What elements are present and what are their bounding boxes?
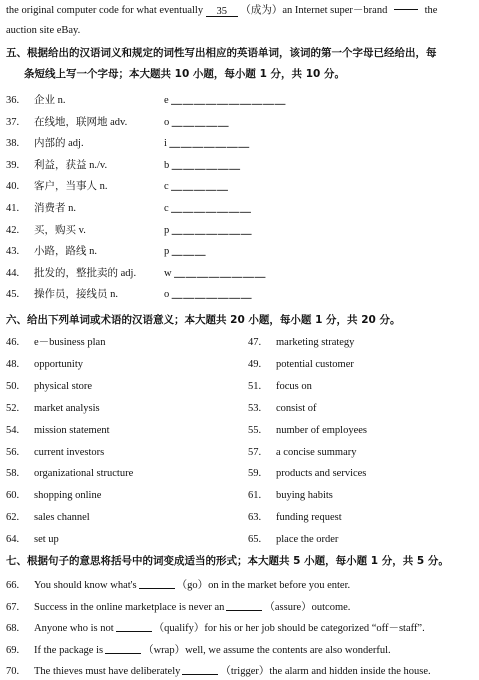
- first-letter: b: [164, 160, 170, 171]
- term-text: marketing strategy: [276, 337, 355, 348]
- item-number: 57.: [248, 447, 262, 458]
- term-text: a concise summary: [276, 447, 357, 458]
- item-chinese: 小路，路线 n.: [34, 246, 97, 257]
- term-item: [248, 380, 312, 394]
- term-text: number of employees: [276, 425, 367, 436]
- term-text: place the order: [276, 534, 339, 545]
- item-number: 59.: [248, 468, 262, 479]
- term-text: buying habits: [276, 490, 333, 501]
- item-number: 56.: [6, 447, 20, 458]
- sentence-after: （qualify）for his or her job should be categorized “off－staff”.: [153, 623, 425, 634]
- term-item: [248, 489, 333, 503]
- item-number: 55.: [248, 425, 262, 436]
- item-number: 64.: [6, 534, 20, 545]
- word-item: [6, 94, 66, 108]
- first-letter: p: [164, 246, 170, 257]
- answer-field[interactable]: [164, 116, 229, 130]
- answer-field[interactable]: [164, 180, 229, 194]
- item-chinese: 在线地，联网地 adv.: [34, 117, 128, 128]
- intro-paren-text: （成为）an Internet super－brand: [240, 5, 388, 16]
- item-number: 68.: [6, 623, 20, 634]
- sentence-after: （go）on in the market before you enter.: [176, 580, 351, 591]
- term-text: sales channel: [34, 512, 90, 523]
- answer-blank[interactable]: [139, 578, 175, 589]
- term-text: products and services: [276, 468, 367, 479]
- item-chinese: 企业 n.: [34, 95, 66, 106]
- sentence-item: [6, 664, 431, 678]
- word-item: [6, 180, 108, 194]
- item-number: 60.: [6, 490, 20, 501]
- sentence-before: The thieves must have deliberately: [34, 666, 181, 677]
- item-number: 46.: [6, 337, 20, 348]
- letter-dashes: ＿＿＿＿＿＿: [171, 160, 241, 171]
- word-item: [6, 245, 97, 259]
- section6-title: 六、给出下列单词或术语的汉语意义；本大题共 20 小题，每小题 1 分，共 20 分。: [6, 314, 401, 326]
- term-text: e－business plan: [34, 337, 106, 348]
- word-item: [6, 202, 76, 216]
- item-number: 39.: [6, 160, 20, 171]
- term-item: [6, 511, 90, 525]
- first-letter: p: [164, 225, 170, 236]
- answer-field[interactable]: [164, 245, 206, 259]
- item-number: 69.: [6, 645, 20, 656]
- answer-blank[interactable]: [182, 664, 218, 675]
- term-item: [248, 511, 342, 525]
- intro-line-1: [6, 4, 471, 18]
- sentence-after: （wrap）well, we assume the contents are also wonderful.: [143, 645, 391, 656]
- answer-field[interactable]: [164, 267, 266, 281]
- item-number: 62.: [6, 512, 20, 523]
- answer-field[interactable]: [164, 94, 286, 108]
- sentence-before: Anyone who is not: [34, 623, 114, 634]
- item-chinese: 买，购买 v.: [34, 225, 86, 236]
- answer-blank[interactable]: [116, 621, 152, 632]
- item-number: 70.: [6, 666, 20, 677]
- sentence-item: [6, 643, 391, 657]
- term-item: [6, 446, 104, 460]
- item-number: 58.: [6, 468, 20, 479]
- item-chinese: 操作员，接线员 n.: [34, 289, 118, 300]
- intro-text-after: the: [424, 5, 438, 16]
- sentence-item: [6, 578, 350, 592]
- item-number: 36.: [6, 95, 20, 106]
- letter-dashes: ＿＿＿＿＿: [171, 117, 230, 128]
- term-item: [248, 402, 317, 416]
- item-number: 65.: [248, 534, 262, 545]
- term-text: current investors: [34, 447, 105, 458]
- term-item: [6, 402, 100, 416]
- answer-field[interactable]: [164, 202, 252, 216]
- term-item: [248, 446, 356, 460]
- term-item: [6, 336, 105, 350]
- answer-field[interactable]: [164, 137, 250, 151]
- sentence-after: （assure）outcome.: [264, 602, 351, 613]
- term-text: mission statement: [34, 425, 110, 436]
- first-letter: w: [164, 268, 172, 279]
- word-item: [6, 116, 127, 130]
- intro-text-before: the original computer code for what eventually: [6, 5, 204, 16]
- term-item: [6, 424, 110, 438]
- term-text: set up: [34, 534, 59, 545]
- answer-field[interactable]: [164, 224, 252, 238]
- term-item: [248, 467, 366, 481]
- term-item: [248, 424, 367, 438]
- term-item: [6, 533, 59, 547]
- item-chinese: 客户，当事人 n.: [34, 181, 108, 192]
- answer-field[interactable]: [164, 159, 241, 173]
- letter-dashes: ＿＿＿＿＿＿＿: [171, 289, 253, 300]
- sentence-after: （trigger）the alarm and hidden inside the house.: [220, 666, 431, 677]
- section7-title: 七、根据句子的意思将括号中的词变成适当的形式；本大题共 5 小题，每小题 1 分，共 5 分。: [6, 555, 449, 567]
- sentence-item: [6, 621, 425, 635]
- item-number: 63.: [248, 512, 262, 523]
- letter-dashes: ＿＿＿＿＿＿＿＿: [174, 268, 267, 279]
- term-item: [6, 489, 101, 503]
- term-text: shopping online: [34, 490, 102, 501]
- term-text: physical store: [34, 381, 93, 392]
- word-item: [6, 137, 84, 151]
- term-text: market analysis: [34, 403, 100, 414]
- term-text: potential customer: [276, 359, 354, 370]
- first-letter: c: [164, 203, 169, 214]
- term-text: funding request: [276, 512, 342, 523]
- section5-title: 五、根据给出的汉语词义和规定的词性写出相应的英语单词，该词的第一个字母已经给出，每: [6, 47, 437, 59]
- sentence-before: Success in the online marketplace is never an: [34, 602, 225, 613]
- letter-dashes: ＿＿＿＿＿＿＿: [171, 225, 253, 236]
- letter-dashes: ＿＿＿＿＿＿＿＿＿＿: [171, 95, 287, 106]
- blank-35[interactable]: 35: [206, 5, 238, 17]
- first-letter: e: [164, 95, 169, 106]
- word-item: [6, 288, 118, 302]
- item-chinese: 批发的，整批卖的 adj.: [34, 268, 137, 279]
- item-number: 44.: [6, 268, 20, 279]
- first-letter: o: [164, 117, 170, 128]
- item-chinese: 利益，获益 n./v.: [34, 160, 108, 171]
- item-number: 53.: [248, 403, 262, 414]
- item-number: 40.: [6, 181, 20, 192]
- item-number: 51.: [248, 381, 262, 392]
- term-item: [6, 380, 92, 394]
- item-number: 47.: [248, 337, 262, 348]
- item-number: 50.: [6, 381, 20, 392]
- answer-blank[interactable]: [226, 600, 262, 611]
- first-letter: i: [164, 138, 167, 149]
- intro-line-2: auction site eBay.: [6, 25, 81, 36]
- item-number: 54.: [6, 425, 20, 436]
- letter-dashes: ＿＿＿＿＿＿＿: [171, 203, 252, 214]
- item-number: 38.: [6, 138, 20, 149]
- item-number: 49.: [248, 359, 262, 370]
- item-number: 67.: [6, 602, 20, 613]
- term-item: [6, 358, 83, 372]
- item-number: 43.: [6, 246, 20, 257]
- answer-blank[interactable]: [105, 643, 141, 654]
- sentence-item: [6, 600, 350, 614]
- term-text: opportunity: [34, 359, 83, 370]
- first-letter: c: [164, 181, 169, 192]
- term-text: focus on: [276, 381, 312, 392]
- letter-dashes: ＿＿＿＿＿＿＿: [169, 138, 251, 149]
- section5-title-cont: 条短线上写一个字母；本大题共 10 小题，每小题 1 分，共 10 分。: [24, 68, 345, 80]
- letter-dashes: ＿＿＿＿＿: [171, 181, 229, 192]
- first-letter: o: [164, 289, 170, 300]
- sentence-before: You should know what's: [34, 580, 137, 591]
- term-item: [248, 336, 354, 350]
- item-number: 48.: [6, 359, 20, 370]
- item-number: 66.: [6, 580, 20, 591]
- item-number: 45.: [6, 289, 20, 300]
- term-item: [248, 358, 354, 372]
- letter-dashes: ＿＿＿: [171, 246, 207, 257]
- word-item: [6, 267, 136, 281]
- item-chinese: 消费者 n.: [34, 203, 76, 214]
- term-text: organizational structure: [34, 468, 134, 479]
- word-item: [6, 159, 107, 173]
- item-number: 37.: [6, 117, 20, 128]
- item-chinese: 内部的 adj.: [34, 138, 84, 149]
- word-item: [6, 224, 86, 238]
- term-item: [248, 533, 338, 547]
- sentence-before: If the package is: [34, 645, 104, 656]
- item-number: 41.: [6, 203, 20, 214]
- item-number: 61.: [248, 490, 262, 501]
- item-number: 42.: [6, 225, 20, 236]
- item-number: 52.: [6, 403, 20, 414]
- term-item: [6, 467, 133, 481]
- answer-field[interactable]: [164, 288, 252, 302]
- term-text: consist of: [276, 403, 317, 414]
- dash-separator: [394, 9, 418, 10]
